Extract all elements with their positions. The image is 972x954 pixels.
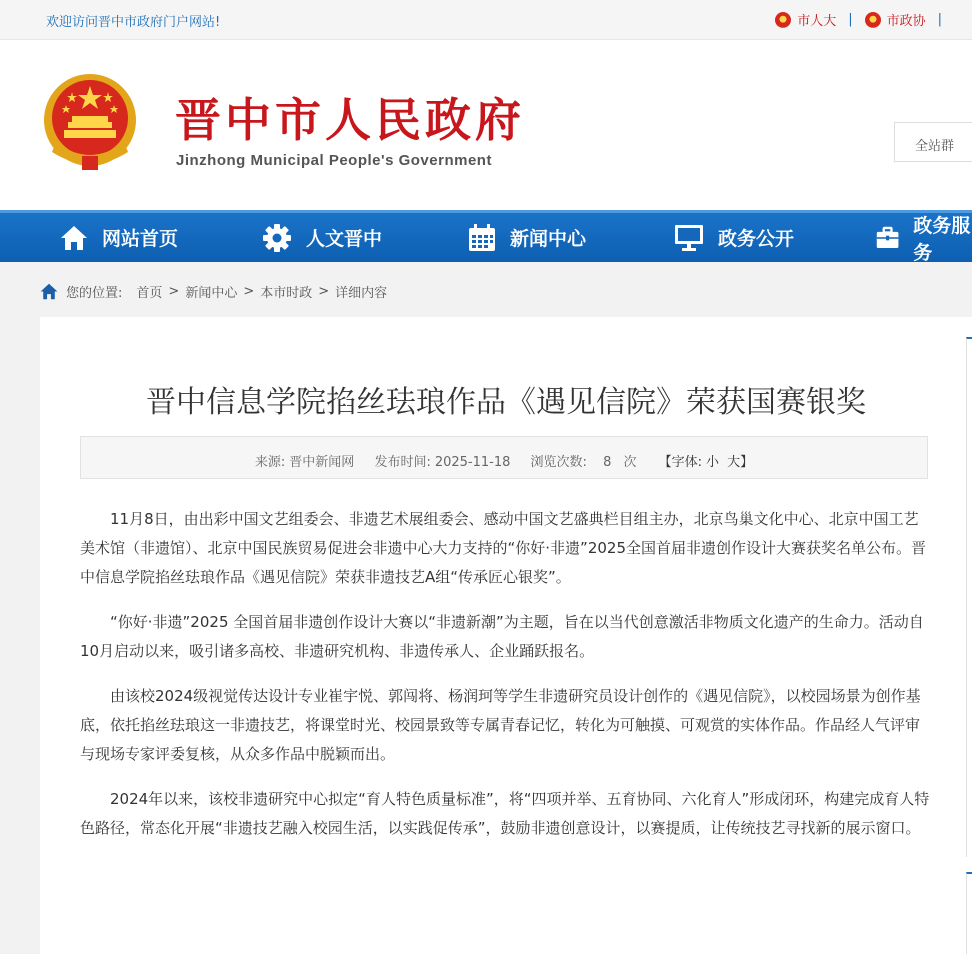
home-icon bbox=[40, 283, 58, 300]
date-value: 2025-11-18 bbox=[434, 455, 511, 470]
briefcase-icon bbox=[876, 224, 899, 252]
article-paragraph: “你好·非遗”2025 全国首届非遗创作设计大赛以“非遗新潮”为主题，旨在以当代创意激活非物质文化遗产的生命力。活动自10月启动以来，吸引诸多高校、非遗研究机构、非遗传承人、企业踊跃报名。 bbox=[80, 613, 924, 660]
font-small-button[interactable]: 小 bbox=[706, 455, 720, 470]
article-paragraph: 2024年以来，该校非遗研究中心拟定“育人特色质量标准”，将“四项并举、五育协同、六化育人”形成闭环，构建完成育人特色路径，常态化开展“非遗技艺融入校园生活，以实践促传承”，鼓励非遗创意设计，以赛提质，让传统技艺寻找新的展示窗口。 bbox=[80, 790, 930, 837]
top-link-renda[interactable]: 市人大 bbox=[775, 10, 836, 29]
font-large-button[interactable]: 大】 bbox=[727, 455, 754, 470]
views-unit: 次 bbox=[623, 455, 637, 470]
breadcrumb-separator: > bbox=[318, 284, 330, 299]
breadcrumb-link-local[interactable]: 本市时政 bbox=[260, 286, 313, 301]
site-subtitle: Jinzhong Municipal People's Government bbox=[176, 152, 492, 169]
article-meta bbox=[80, 436, 928, 479]
site-title: 晋中市人民政府 bbox=[175, 93, 525, 147]
nav-item-public[interactable]: 政务公开 bbox=[674, 213, 794, 262]
top-links bbox=[775, 10, 954, 29]
source-value: 晋中新闻网 bbox=[289, 455, 355, 470]
source-label: 来源: bbox=[254, 455, 286, 470]
side-panel-edge bbox=[966, 872, 972, 954]
breadcrumb-separator: > bbox=[168, 284, 180, 299]
date-label: 发布时间: bbox=[374, 455, 431, 470]
article-body bbox=[80, 505, 930, 859]
welcome-text: 欢迎访问晋中市政府门户网站! bbox=[46, 15, 221, 30]
breadcrumb-link-news[interactable]: 新闻中心 bbox=[185, 286, 238, 301]
nav-item-home[interactable]: 网站首页 bbox=[60, 213, 178, 262]
monitor-icon bbox=[674, 224, 704, 252]
divider: | bbox=[937, 12, 942, 27]
views-label: 浏览次数: bbox=[530, 455, 587, 470]
font-size-label: 【字体: bbox=[658, 455, 703, 470]
article-paragraph: 由该校2024级视觉传达设计专业崔宇悦、郭闯将、杨润珂等学生非遗研究员设计创作的《遇见信院》，以校园场景为创作基底，依托掐丝珐琅这一非遗技艺，将课堂时光、校园景致等专属青春记忆，转化为可触摸、可观赏的实体作品。作品经人气评审与现场专家评委复核，从众多作品中脱颖而出。 bbox=[80, 687, 921, 763]
article-title: 晋中信息学院掐丝珐琅作品《遇见信院》荣获国赛银奖 bbox=[146, 385, 866, 420]
nav-item-culture[interactable]: 人文晋中 bbox=[262, 213, 382, 262]
article-paragraph: 11月8日，由出彩中国文艺组委会、非遗艺术展组委会、感动中国文艺盛典栏目组主办，北京鸟巢文化中心、北京中国工艺美术馆（非遗馆）、北京中国民族贸易促进会非遗中心大力支持的“你好·非遗”2025全国首届非遗创作设计大赛获奖名单公布。晋中信息学院掐丝珐琅作品《遇见信院》荣获非遗技艺A组“传承匠心银奖”。 bbox=[80, 510, 926, 586]
nav-item-service[interactable]: 政务服务 bbox=[876, 213, 972, 262]
emblem-icon bbox=[865, 12, 881, 28]
breadcrumb-separator: > bbox=[243, 284, 255, 299]
calendar-icon bbox=[468, 224, 496, 252]
nav-item-news[interactable]: 新闻中心 bbox=[468, 213, 586, 262]
breadcrumb-current: 详细内容 bbox=[335, 286, 388, 301]
top-link-zhengxie[interactable]: 市政协 bbox=[865, 10, 926, 29]
article-panel bbox=[40, 317, 972, 954]
gear-icon bbox=[262, 223, 292, 253]
views-count: 8 bbox=[603, 455, 612, 470]
home-icon bbox=[60, 225, 88, 251]
divider: | bbox=[848, 12, 853, 27]
top-bar bbox=[0, 0, 972, 40]
site-header bbox=[0, 40, 972, 210]
breadcrumb bbox=[40, 282, 393, 301]
national-emblem-icon[interactable] bbox=[42, 72, 138, 176]
side-panel-edge bbox=[966, 337, 972, 857]
breadcrumb-label: 您的位置: bbox=[66, 286, 123, 301]
emblem-icon bbox=[775, 12, 791, 28]
main-nav bbox=[0, 210, 972, 262]
breadcrumb-link-home[interactable]: 首页 bbox=[136, 286, 163, 301]
search-scope-select[interactable]: 全站群 bbox=[894, 122, 972, 162]
